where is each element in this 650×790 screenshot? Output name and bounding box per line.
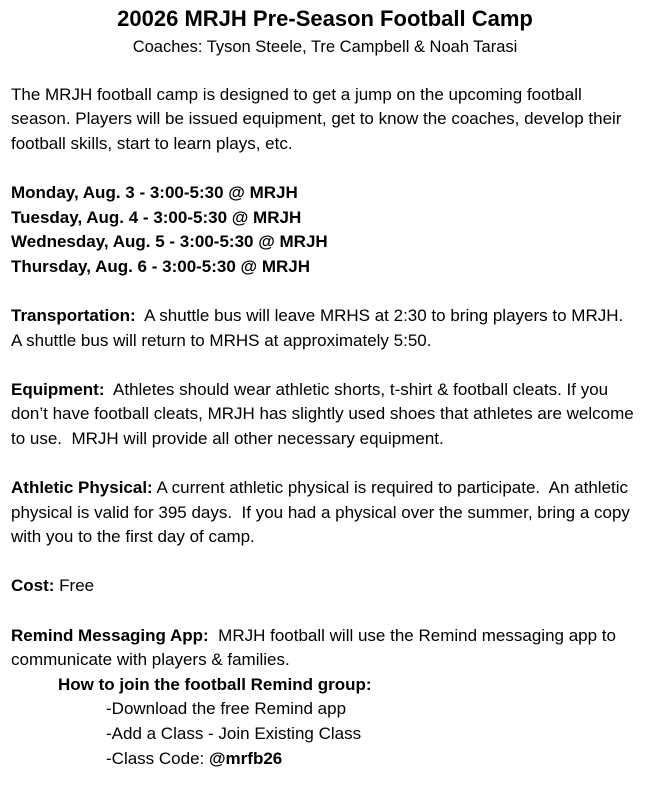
remind-text: MRJH football will use the Remind messaging app to communicate with players & families. [11,625,621,670]
intro-paragraph: The MRJH football camp is designed to get a jump on the upcoming football season. Players will be issued equipment, get to know the coaches, develop their football skills, start to learn plays, etc. [11,84,622,153]
flyer-body [0,58,650,771]
physical-label: Athletic Physical: [11,478,153,498]
remind-label: Remind Messaging App: [11,625,209,645]
cost-text: Free [54,576,95,596]
equipment-paragraph [11,378,639,452]
remind-how-to-heading: How to join the football Remind group: [58,674,372,694]
transportation-text: A shuttle bus will leave MRHS at 2:30 to bring players to MRJH. A shuttle bus will return to MRHS at approximately 5:50. [11,305,632,350]
remind-step-download: -Download the free Remind app [106,699,347,719]
transportation-label: Transportation: [11,305,136,325]
remind-paragraph [11,624,639,673]
remind-step-add-class: -Add a Class - Join Existing Class [106,724,362,744]
schedule-list [11,181,639,279]
page-title: 20026 MRJH Pre-Season Football Camp [117,6,533,31]
equipment-label: Equipment: [11,379,105,399]
class-code-prefix: -Class Code: [106,748,209,768]
cost-paragraph [11,574,639,599]
physical-paragraph [11,476,639,550]
class-code: @mrfb26 [208,748,283,768]
coaches-line: Coaches: Tyson Steele, Tre Campbell & Noah Tarasi [132,38,518,56]
schedule-item-wednesday: Wednesday, Aug. 5 - 3:00-5:30 @ MRJH [11,232,328,252]
equipment-text: Athletes should wear athletic shorts, t-shirt & football cleats. If you don’t have football cleats, MRJH has slightly used shoes that athletes are welcome to use. MRJH will provide all other necessary equipment. [11,379,639,448]
physical-text: A current athletic physical is required to participate. An athletic physical is valid for 395 days. If you had a physical over the summer, bring a copy with you to the first day of camp. [11,478,635,547]
remind-step-class-code [11,747,639,772]
schedule-item-tuesday: Tuesday, Aug. 4 - 3:00-5:30 @ MRJH [11,207,302,227]
schedule-item-monday: Monday, Aug. 3 - 3:00-5:30 @ MRJH [11,182,298,202]
transportation-paragraph [11,304,639,353]
cost-label: Cost: [11,576,55,596]
schedule-item-thursday: Thursday, Aug. 6 - 3:00-5:30 @ MRJH [11,256,311,276]
